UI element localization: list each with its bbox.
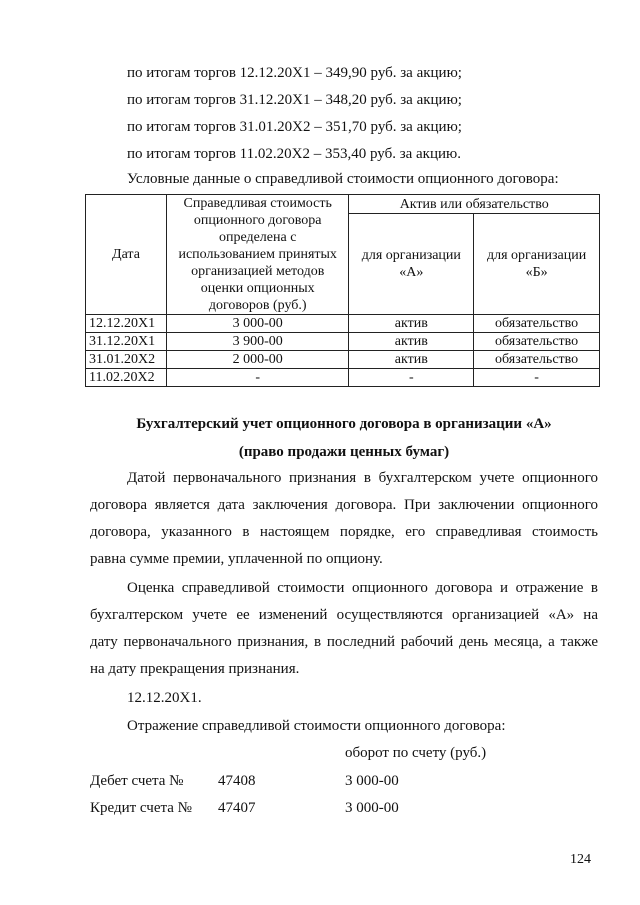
paragraph-line: бухгалтерском учете ее изменений осуществляются организацией «А» на [90,607,598,623]
page-number: 124 [570,852,591,867]
entry-account: 47407 [218,800,256,816]
entry-date: 12.12.20Х1. [127,690,202,706]
intro-line: по итогам торгов 31.12.20Х1 – 348,20 руб. за акцию; [127,92,462,108]
entry-amount: 3 000-00 [345,800,399,816]
paragraph-line: дату первоначального признания, в последний рабочий день месяца, а также [90,634,598,650]
paragraph-line: на дату прекращения признания. [90,661,300,677]
paragraph-line: договора, указанного в настоящем порядке, его справедливая стоимость [90,524,598,540]
paragraph-line: Оценка справедливой стоимости опционного договора и отражение в [127,580,598,596]
header-org-b: для организации «Б» [474,214,600,315]
paragraph-line: Датой первоначального признания в бухгалтерском учете опционного [127,470,598,486]
section-heading: Бухгалтерский учет опционного договора в организации «А» [136,416,552,432]
intro-line: по итогам торгов 12.12.20Х1 – 349,90 руб. за акцию; [127,65,462,81]
entry-label: Кредит счета № [90,800,192,816]
reflection-caption: Отражение справедливой стоимости опционного договора: [127,718,506,734]
table-row: 11.02.20Х2 - - - [86,369,600,387]
table-row: 31.01.20Х2 2 000-00 актив обязательство [86,351,600,369]
entry-label: Дебет счета № [90,773,184,789]
header-date: Дата [86,195,167,315]
paragraph-line: равна сумме премии, уплаченной по опциону. [90,551,383,567]
header-org-a: для организации «А» [349,214,474,315]
fair-value-table [85,194,600,387]
section-subheading: (право продажи ценных бумаг) [238,444,450,460]
header-fair-value: Справедливая стоимость опционного договора определена с использованием принятых организацией методов оценки опционных договоров (руб.) [166,195,349,315]
intro-line: по итогам торгов 31.01.20Х2 – 351,70 руб. за акцию; [127,119,462,135]
entry-account: 47408 [218,773,256,789]
table-caption: Условные данные о справедливой стоимости опционного договора: [127,171,559,187]
intro-line: по итогам торгов 11.02.20Х2 – 353,40 руб. за акцию. [127,146,461,162]
turnover-header: оборот по счету (руб.) [345,745,487,761]
table-row: 12.12.20Х1 3 000-00 актив обязательство [86,315,600,333]
table-row: 31.12.20Х1 3 900-00 актив обязательство [86,333,600,351]
header-asset-liability: Актив или обязательство [349,195,600,214]
paragraph-line: договора является дата заключения договора. При заключении опционного [90,497,598,513]
entry-amount: 3 000-00 [345,773,399,789]
